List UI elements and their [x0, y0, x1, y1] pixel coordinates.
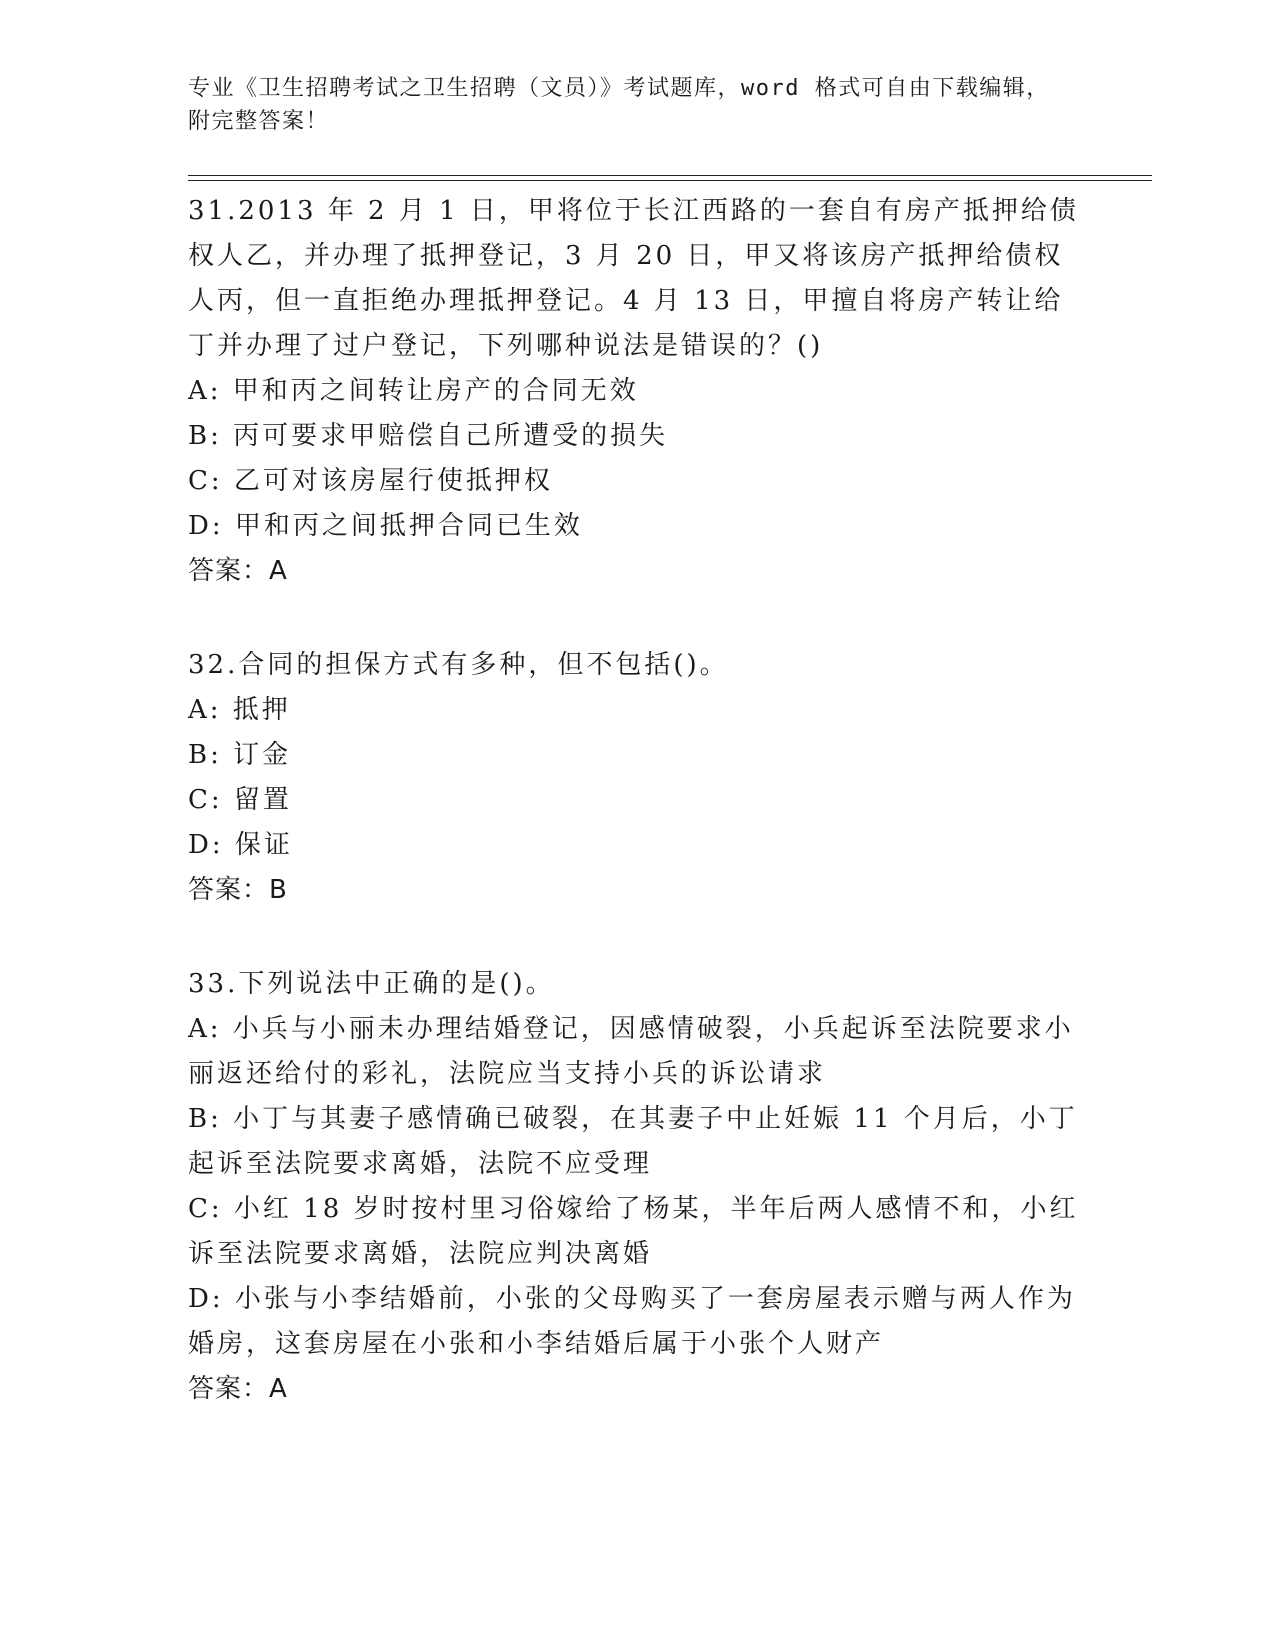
option-a: A: 甲和丙之间转让房产的合同无效 — [188, 376, 639, 406]
answer-line — [188, 549, 1088, 594]
question-32 — [188, 643, 1088, 913]
answer-value: B — [269, 875, 288, 905]
answer-value: A — [269, 1374, 288, 1404]
document-header: 专业《卫生招聘考试之卫生招聘（文员）》考试题库，word 格式可自由下载编辑，附完整答案！ — [188, 76, 1050, 134]
option-a: A: 小兵与小丽未办理结婚登记，因感情破裂，小兵起诉至法院要求小丽返还给付的彩礼，法院应当支持小兵的诉讼请求 — [188, 1014, 1074, 1089]
option-b: B: 订金 — [188, 740, 292, 770]
answer-label: 答案： — [188, 1374, 270, 1404]
question-33 — [188, 962, 1088, 1412]
header-rule-top — [188, 175, 1152, 176]
header-rule-bottom — [188, 180, 1152, 181]
option-b: B: 丙可要求甲赔偿自己所遭受的损失 — [188, 421, 669, 451]
question-stem: 31.2013 年 2 月 1 日，甲将位于长江西路的一套自有房产抵押给债权人乙，并办理了抵押登记，3 月 20 日，甲又将该房产抵押给债权人丙，但一直拒绝办理抵押登记。4 月 13 日，甲擅自将房产转让给丁并办理了过户登记，下列哪种说法是错误的？() — [188, 196, 1079, 361]
answer-label: 答案： — [188, 875, 270, 905]
question-stem: 32.合同的担保方式有多种，但不包括()。 — [188, 650, 729, 680]
option-d: D: 小张与小李结婚前，小张的父母购买了一套房屋表示赠与两人作为婚房，这套房屋在小张和小李结婚后属于小张个人财产 — [188, 1284, 1076, 1359]
option-d: D: 保证 — [188, 830, 293, 860]
option-c: C: 乙可对该房屋行使抵押权 — [188, 466, 553, 496]
option-c: C: 留置 — [188, 785, 292, 815]
option-c: C: 小红 18 岁时按村里习俗嫁给了杨某，半年后两人感情不和，小红诉至法院要求离婚，法院应判决离婚 — [188, 1194, 1079, 1269]
option-d: D: 甲和丙之间抵押合同已生效 — [188, 511, 583, 541]
question-stem: 33.下列说法中正确的是()。 — [188, 969, 555, 999]
answer-line — [188, 868, 1088, 913]
option-a: A: 抵押 — [188, 695, 291, 725]
option-b: B: 小丁与其妻子感情确已破裂，在其妻子中止妊娠 11 个月后，小丁起诉至法院要求离婚，法院不应受理 — [188, 1104, 1078, 1179]
question-31 — [188, 189, 1088, 594]
answer-value: A — [269, 556, 288, 586]
answer-line — [188, 1367, 1088, 1412]
answer-label: 答案： — [188, 556, 270, 586]
